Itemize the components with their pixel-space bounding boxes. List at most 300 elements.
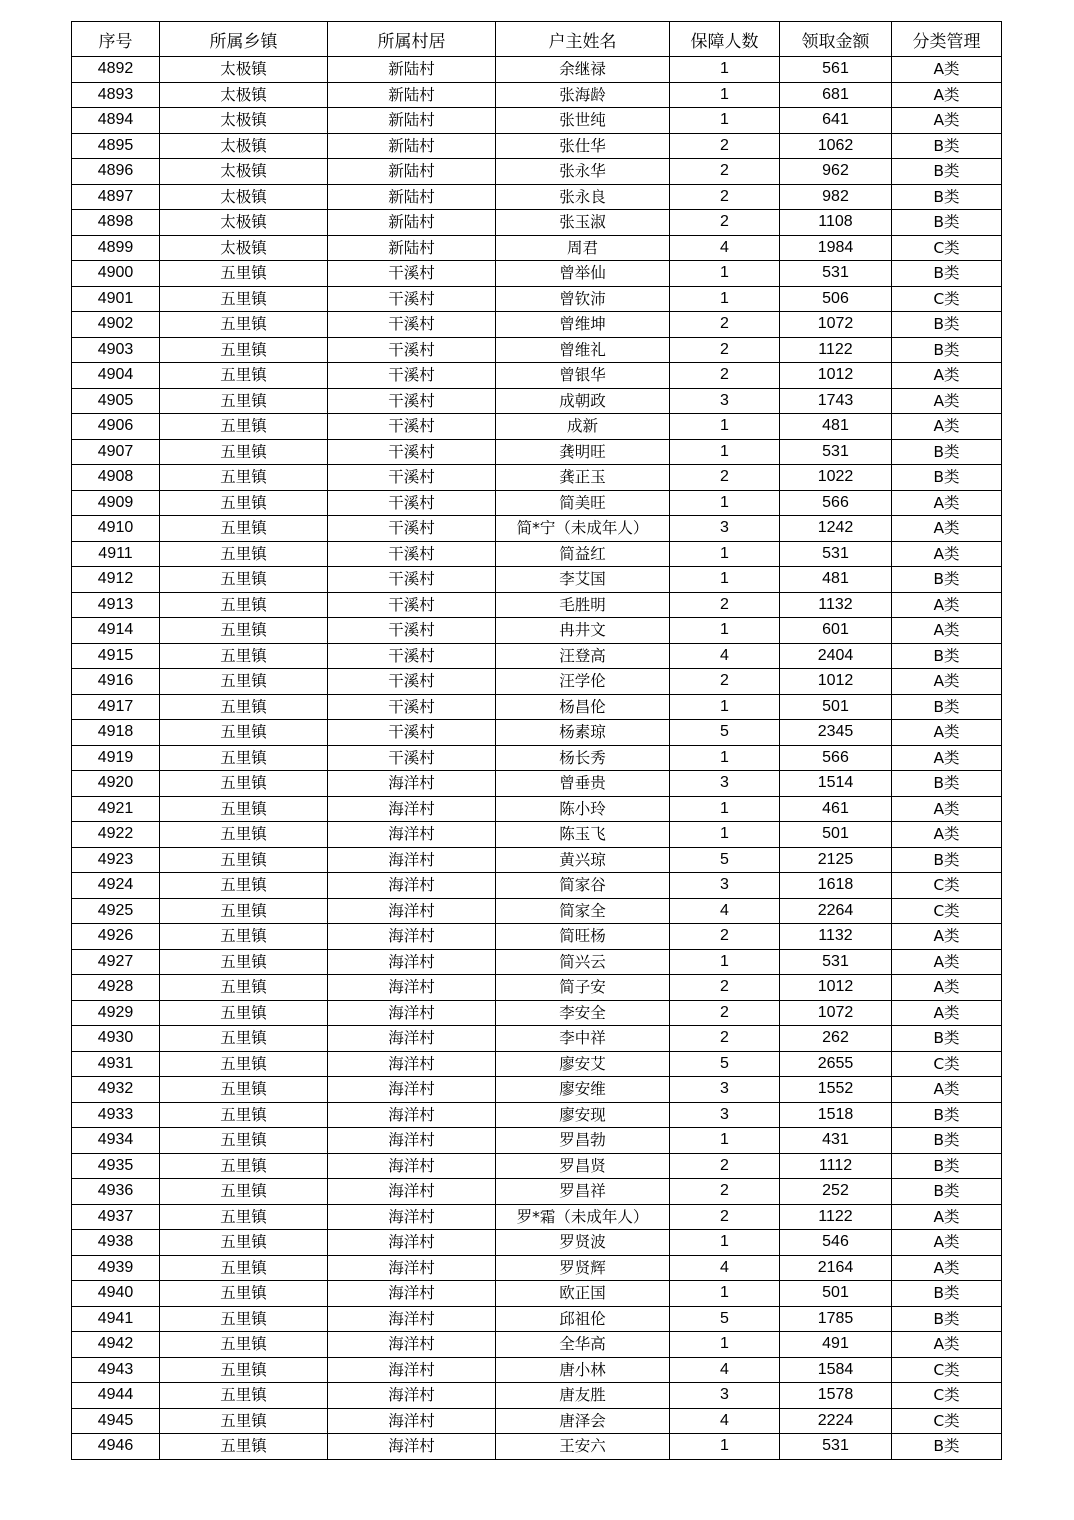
- table-body: [72, 57, 1002, 1460]
- serial-number-cell: 4909: [72, 490, 160, 516]
- householder-name-cell: 廖安艾: [496, 1051, 670, 1077]
- village-cell: 干溪村: [328, 720, 496, 746]
- householder-name-cell: 李艾国: [496, 567, 670, 593]
- table-row: [72, 873, 1002, 899]
- village-cell: 海洋村: [328, 1128, 496, 1154]
- amount-cell: 1785: [780, 1306, 892, 1332]
- amount-cell: 1012: [780, 975, 892, 1001]
- table-row: [72, 745, 1002, 771]
- category-cell: B类: [892, 694, 1002, 720]
- header-serial-number: 序号: [72, 22, 160, 57]
- covered-persons-cell: 2: [670, 1204, 780, 1230]
- village-cell: 海洋村: [328, 1255, 496, 1281]
- village-cell: 新陆村: [328, 82, 496, 108]
- header-township: 所属乡镇: [160, 22, 328, 57]
- township-cell: 五里镇: [160, 1077, 328, 1103]
- serial-number-cell: 4897: [72, 184, 160, 210]
- village-cell: 干溪村: [328, 312, 496, 338]
- serial-number-cell: 4910: [72, 516, 160, 542]
- header-village: 所属村居: [328, 22, 496, 57]
- table-row: [72, 1357, 1002, 1383]
- amount-cell: 2264: [780, 898, 892, 924]
- amount-cell: 1072: [780, 312, 892, 338]
- category-cell: A类: [892, 592, 1002, 618]
- table-row: [72, 1000, 1002, 1026]
- householder-name-cell: 全华高: [496, 1332, 670, 1358]
- township-cell: 五里镇: [160, 1357, 328, 1383]
- householder-name-cell: 曾举仙: [496, 261, 670, 287]
- householder-name-cell: 张海龄: [496, 82, 670, 108]
- householder-name-cell: 张仕华: [496, 133, 670, 159]
- township-cell: 五里镇: [160, 490, 328, 516]
- category-cell: A类: [892, 414, 1002, 440]
- table-row: [72, 669, 1002, 695]
- amount-cell: 1072: [780, 1000, 892, 1026]
- amount-cell: 1112: [780, 1153, 892, 1179]
- village-cell: 海洋村: [328, 924, 496, 950]
- township-cell: 五里镇: [160, 1128, 328, 1154]
- category-cell: A类: [892, 1000, 1002, 1026]
- village-cell: 海洋村: [328, 1230, 496, 1256]
- village-cell: 干溪村: [328, 490, 496, 516]
- amount-cell: 531: [780, 1434, 892, 1460]
- village-cell: 海洋村: [328, 1306, 496, 1332]
- category-cell: B类: [892, 312, 1002, 338]
- serial-number-cell: 4901: [72, 286, 160, 312]
- category-cell: A类: [892, 822, 1002, 848]
- table-row: [72, 1204, 1002, 1230]
- table-row: [72, 1230, 1002, 1256]
- category-cell: A类: [892, 108, 1002, 134]
- category-cell: B类: [892, 133, 1002, 159]
- assistance-table: [71, 21, 1002, 1460]
- householder-name-cell: 王安六: [496, 1434, 670, 1460]
- amount-cell: 1108: [780, 210, 892, 236]
- covered-persons-cell: 2: [670, 924, 780, 950]
- amount-cell: 531: [780, 439, 892, 465]
- covered-persons-cell: 4: [670, 643, 780, 669]
- serial-number-cell: 4944: [72, 1383, 160, 1409]
- township-cell: 五里镇: [160, 1255, 328, 1281]
- village-cell: 新陆村: [328, 210, 496, 236]
- village-cell: 海洋村: [328, 949, 496, 975]
- category-cell: A类: [892, 516, 1002, 542]
- township-cell: 太极镇: [160, 82, 328, 108]
- table-row: [72, 465, 1002, 491]
- township-cell: 五里镇: [160, 286, 328, 312]
- householder-name-cell: 杨素琼: [496, 720, 670, 746]
- table-row: [72, 1255, 1002, 1281]
- amount-cell: 1518: [780, 1102, 892, 1128]
- householder-name-cell: 陈玉飞: [496, 822, 670, 848]
- township-cell: 五里镇: [160, 1153, 328, 1179]
- township-cell: 五里镇: [160, 592, 328, 618]
- township-cell: 五里镇: [160, 261, 328, 287]
- table-row: [72, 1128, 1002, 1154]
- householder-name-cell: 廖安现: [496, 1102, 670, 1128]
- amount-cell: 2125: [780, 847, 892, 873]
- township-cell: 五里镇: [160, 822, 328, 848]
- serial-number-cell: 4939: [72, 1255, 160, 1281]
- village-cell: 海洋村: [328, 822, 496, 848]
- village-cell: 新陆村: [328, 108, 496, 134]
- township-cell: 五里镇: [160, 720, 328, 746]
- township-cell: 五里镇: [160, 873, 328, 899]
- township-cell: 五里镇: [160, 363, 328, 389]
- serial-number-cell: 4933: [72, 1102, 160, 1128]
- table-row: [72, 1051, 1002, 1077]
- serial-number-cell: 4926: [72, 924, 160, 950]
- village-cell: 海洋村: [328, 1102, 496, 1128]
- covered-persons-cell: 2: [670, 312, 780, 338]
- village-cell: 海洋村: [328, 796, 496, 822]
- serial-number-cell: 4946: [72, 1434, 160, 1460]
- village-cell: 干溪村: [328, 592, 496, 618]
- header-category: 分类管理: [892, 22, 1002, 57]
- covered-persons-cell: 3: [670, 873, 780, 899]
- township-cell: 五里镇: [160, 924, 328, 950]
- covered-persons-cell: 1: [670, 1128, 780, 1154]
- householder-name-cell: 简*宁（未成年人）: [496, 516, 670, 542]
- township-cell: 五里镇: [160, 337, 328, 363]
- householder-name-cell: 简家谷: [496, 873, 670, 899]
- covered-persons-cell: 4: [670, 235, 780, 261]
- table-row: [72, 720, 1002, 746]
- village-cell: 海洋村: [328, 873, 496, 899]
- category-cell: B类: [892, 1026, 1002, 1052]
- amount-cell: 1743: [780, 388, 892, 414]
- table-row: [72, 439, 1002, 465]
- village-cell: 新陆村: [328, 235, 496, 261]
- category-cell: A类: [892, 796, 1002, 822]
- township-cell: 五里镇: [160, 1026, 328, 1052]
- covered-persons-cell: 1: [670, 57, 780, 83]
- table-row: [72, 490, 1002, 516]
- serial-number-cell: 4913: [72, 592, 160, 618]
- householder-name-cell: 汪登高: [496, 643, 670, 669]
- amount-cell: 501: [780, 1281, 892, 1307]
- serial-number-cell: 4911: [72, 541, 160, 567]
- householder-name-cell: 成新: [496, 414, 670, 440]
- table-row: [72, 1077, 1002, 1103]
- village-cell: 海洋村: [328, 975, 496, 1001]
- serial-number-cell: 4942: [72, 1332, 160, 1358]
- table-row: [72, 516, 1002, 542]
- category-cell: A类: [892, 57, 1002, 83]
- covered-persons-cell: 1: [670, 82, 780, 108]
- category-cell: A类: [892, 1230, 1002, 1256]
- householder-name-cell: 唐友胜: [496, 1383, 670, 1409]
- amount-cell: 2404: [780, 643, 892, 669]
- covered-persons-cell: 5: [670, 847, 780, 873]
- village-cell: 新陆村: [328, 57, 496, 83]
- amount-cell: 1984: [780, 235, 892, 261]
- amount-cell: 461: [780, 796, 892, 822]
- village-cell: 海洋村: [328, 1408, 496, 1434]
- householder-name-cell: 简美旺: [496, 490, 670, 516]
- covered-persons-cell: 5: [670, 720, 780, 746]
- covered-persons-cell: 1: [670, 949, 780, 975]
- amount-cell: 1242: [780, 516, 892, 542]
- covered-persons-cell: 3: [670, 516, 780, 542]
- covered-persons-cell: 2: [670, 159, 780, 185]
- township-cell: 太极镇: [160, 210, 328, 236]
- serial-number-cell: 4895: [72, 133, 160, 159]
- covered-persons-cell: 1: [670, 618, 780, 644]
- amount-cell: 1514: [780, 771, 892, 797]
- header-householder-name: 户主姓名: [496, 22, 670, 57]
- covered-persons-cell: 1: [670, 541, 780, 567]
- covered-persons-cell: 1: [670, 490, 780, 516]
- table-row: [72, 924, 1002, 950]
- serial-number-cell: 4943: [72, 1357, 160, 1383]
- householder-name-cell: 唐小林: [496, 1357, 670, 1383]
- amount-cell: 1584: [780, 1357, 892, 1383]
- table-row: [72, 57, 1002, 83]
- village-cell: 海洋村: [328, 898, 496, 924]
- table-row: [72, 1026, 1002, 1052]
- householder-name-cell: 曾钦沛: [496, 286, 670, 312]
- serial-number-cell: 4899: [72, 235, 160, 261]
- category-cell: A类: [892, 949, 1002, 975]
- table-row: [72, 1153, 1002, 1179]
- table-row: [72, 1306, 1002, 1332]
- householder-name-cell: 龚正玉: [496, 465, 670, 491]
- householder-name-cell: 李中祥: [496, 1026, 670, 1052]
- covered-persons-cell: 2: [670, 1000, 780, 1026]
- village-cell: 干溪村: [328, 567, 496, 593]
- township-cell: 五里镇: [160, 898, 328, 924]
- village-cell: 海洋村: [328, 771, 496, 797]
- township-cell: 五里镇: [160, 1332, 328, 1358]
- householder-name-cell: 龚明旺: [496, 439, 670, 465]
- township-cell: 五里镇: [160, 847, 328, 873]
- amount-cell: 546: [780, 1230, 892, 1256]
- township-cell: 五里镇: [160, 618, 328, 644]
- covered-persons-cell: 3: [670, 1383, 780, 1409]
- village-cell: 海洋村: [328, 1383, 496, 1409]
- serial-number-cell: 4925: [72, 898, 160, 924]
- amount-cell: 2655: [780, 1051, 892, 1077]
- village-cell: 干溪村: [328, 439, 496, 465]
- serial-number-cell: 4929: [72, 1000, 160, 1026]
- covered-persons-cell: 5: [670, 1306, 780, 1332]
- amount-cell: 641: [780, 108, 892, 134]
- householder-name-cell: 张世纯: [496, 108, 670, 134]
- covered-persons-cell: 2: [670, 1179, 780, 1205]
- category-cell: B类: [892, 1128, 1002, 1154]
- category-cell: B类: [892, 847, 1002, 873]
- township-cell: 五里镇: [160, 1408, 328, 1434]
- table-row: [72, 286, 1002, 312]
- category-cell: B类: [892, 1434, 1002, 1460]
- township-cell: 五里镇: [160, 796, 328, 822]
- table-row: [72, 1332, 1002, 1358]
- township-cell: 五里镇: [160, 669, 328, 695]
- amount-cell: 506: [780, 286, 892, 312]
- covered-persons-cell: 2: [670, 1026, 780, 1052]
- amount-cell: 2345: [780, 720, 892, 746]
- category-cell: A类: [892, 541, 1002, 567]
- amount-cell: 1578: [780, 1383, 892, 1409]
- serial-number-cell: 4920: [72, 771, 160, 797]
- table-row: [72, 822, 1002, 848]
- table-row: [72, 388, 1002, 414]
- householder-name-cell: 邱祖伦: [496, 1306, 670, 1332]
- category-cell: A类: [892, 490, 1002, 516]
- township-cell: 五里镇: [160, 1306, 328, 1332]
- village-cell: 干溪村: [328, 261, 496, 287]
- householder-name-cell: 张永良: [496, 184, 670, 210]
- township-cell: 五里镇: [160, 1434, 328, 1460]
- householder-name-cell: 罗昌贤: [496, 1153, 670, 1179]
- table-row: [72, 898, 1002, 924]
- category-cell: B类: [892, 439, 1002, 465]
- amount-cell: 262: [780, 1026, 892, 1052]
- serial-number-cell: 4938: [72, 1230, 160, 1256]
- serial-number-cell: 4940: [72, 1281, 160, 1307]
- amount-cell: 1122: [780, 337, 892, 363]
- amount-cell: 431: [780, 1128, 892, 1154]
- amount-cell: 1012: [780, 669, 892, 695]
- covered-persons-cell: 2: [670, 133, 780, 159]
- village-cell: 干溪村: [328, 337, 496, 363]
- covered-persons-cell: 1: [670, 1281, 780, 1307]
- serial-number-cell: 4905: [72, 388, 160, 414]
- householder-name-cell: 余继禄: [496, 57, 670, 83]
- category-cell: B类: [892, 337, 1002, 363]
- category-cell: A类: [892, 924, 1002, 950]
- serial-number-cell: 4922: [72, 822, 160, 848]
- covered-persons-cell: 2: [670, 669, 780, 695]
- village-cell: 海洋村: [328, 1281, 496, 1307]
- householder-name-cell: 成朝政: [496, 388, 670, 414]
- householder-name-cell: 张永华: [496, 159, 670, 185]
- householder-name-cell: 周君: [496, 235, 670, 261]
- table-row: [72, 847, 1002, 873]
- serial-number-cell: 4923: [72, 847, 160, 873]
- table-row: [72, 184, 1002, 210]
- amount-cell: 982: [780, 184, 892, 210]
- householder-name-cell: 曾维坤: [496, 312, 670, 338]
- covered-persons-cell: 1: [670, 796, 780, 822]
- covered-persons-cell: 1: [670, 567, 780, 593]
- village-cell: 干溪村: [328, 643, 496, 669]
- covered-persons-cell: 1: [670, 261, 780, 287]
- category-cell: A类: [892, 1204, 1002, 1230]
- serial-number-cell: 4921: [72, 796, 160, 822]
- table-row: [72, 541, 1002, 567]
- covered-persons-cell: 2: [670, 465, 780, 491]
- table-row: [72, 949, 1002, 975]
- category-cell: C类: [892, 1051, 1002, 1077]
- serial-number-cell: 4934: [72, 1128, 160, 1154]
- township-cell: 太极镇: [160, 108, 328, 134]
- category-cell: C类: [892, 235, 1002, 261]
- covered-persons-cell: 1: [670, 108, 780, 134]
- category-cell: B类: [892, 261, 1002, 287]
- table-row: [72, 337, 1002, 363]
- covered-persons-cell: 2: [670, 210, 780, 236]
- serial-number-cell: 4914: [72, 618, 160, 644]
- amount-cell: 531: [780, 949, 892, 975]
- serial-number-cell: 4919: [72, 745, 160, 771]
- amount-cell: 2224: [780, 1408, 892, 1434]
- serial-number-cell: 4928: [72, 975, 160, 1001]
- amount-cell: 1618: [780, 873, 892, 899]
- township-cell: 太极镇: [160, 235, 328, 261]
- table-row: [72, 235, 1002, 261]
- serial-number-cell: 4894: [72, 108, 160, 134]
- amount-cell: 1552: [780, 1077, 892, 1103]
- category-cell: C类: [892, 1408, 1002, 1434]
- amount-cell: 962: [780, 159, 892, 185]
- village-cell: 干溪村: [328, 363, 496, 389]
- amount-cell: 1132: [780, 592, 892, 618]
- amount-cell: 1122: [780, 1204, 892, 1230]
- covered-persons-cell: 1: [670, 414, 780, 440]
- householder-name-cell: 简子安: [496, 975, 670, 1001]
- amount-cell: 2164: [780, 1255, 892, 1281]
- village-cell: 海洋村: [328, 1179, 496, 1205]
- serial-number-cell: 4927: [72, 949, 160, 975]
- table-row: [72, 1383, 1002, 1409]
- table-row: [72, 618, 1002, 644]
- serial-number-cell: 4892: [72, 57, 160, 83]
- table-row: [72, 567, 1002, 593]
- village-cell: 干溪村: [328, 414, 496, 440]
- township-cell: 五里镇: [160, 1051, 328, 1077]
- table-row: [72, 1408, 1002, 1434]
- category-cell: A类: [892, 745, 1002, 771]
- table-row: [72, 643, 1002, 669]
- village-cell: 海洋村: [328, 1332, 496, 1358]
- header-covered-persons: 保障人数: [670, 22, 780, 57]
- township-cell: 五里镇: [160, 1383, 328, 1409]
- table-header-row: [72, 22, 1002, 57]
- table-row: [72, 210, 1002, 236]
- householder-name-cell: 欧正国: [496, 1281, 670, 1307]
- category-cell: C类: [892, 898, 1002, 924]
- township-cell: 五里镇: [160, 771, 328, 797]
- category-cell: A类: [892, 618, 1002, 644]
- category-cell: B类: [892, 1179, 1002, 1205]
- amount-cell: 681: [780, 82, 892, 108]
- township-cell: 五里镇: [160, 465, 328, 491]
- amount-cell: 252: [780, 1179, 892, 1205]
- serial-number-cell: 4898: [72, 210, 160, 236]
- village-cell: 海洋村: [328, 1357, 496, 1383]
- village-cell: 新陆村: [328, 133, 496, 159]
- covered-persons-cell: 2: [670, 363, 780, 389]
- township-cell: 五里镇: [160, 439, 328, 465]
- township-cell: 太极镇: [160, 133, 328, 159]
- table-row: [72, 1102, 1002, 1128]
- covered-persons-cell: 1: [670, 286, 780, 312]
- serial-number-cell: 4915: [72, 643, 160, 669]
- amount-cell: 1132: [780, 924, 892, 950]
- township-cell: 五里镇: [160, 567, 328, 593]
- serial-number-cell: 4917: [72, 694, 160, 720]
- township-cell: 五里镇: [160, 541, 328, 567]
- table-row: [72, 975, 1002, 1001]
- village-cell: 海洋村: [328, 1026, 496, 1052]
- village-cell: 海洋村: [328, 1204, 496, 1230]
- covered-persons-cell: 4: [670, 1408, 780, 1434]
- category-cell: C类: [892, 1383, 1002, 1409]
- covered-persons-cell: 1: [670, 1230, 780, 1256]
- village-cell: 干溪村: [328, 465, 496, 491]
